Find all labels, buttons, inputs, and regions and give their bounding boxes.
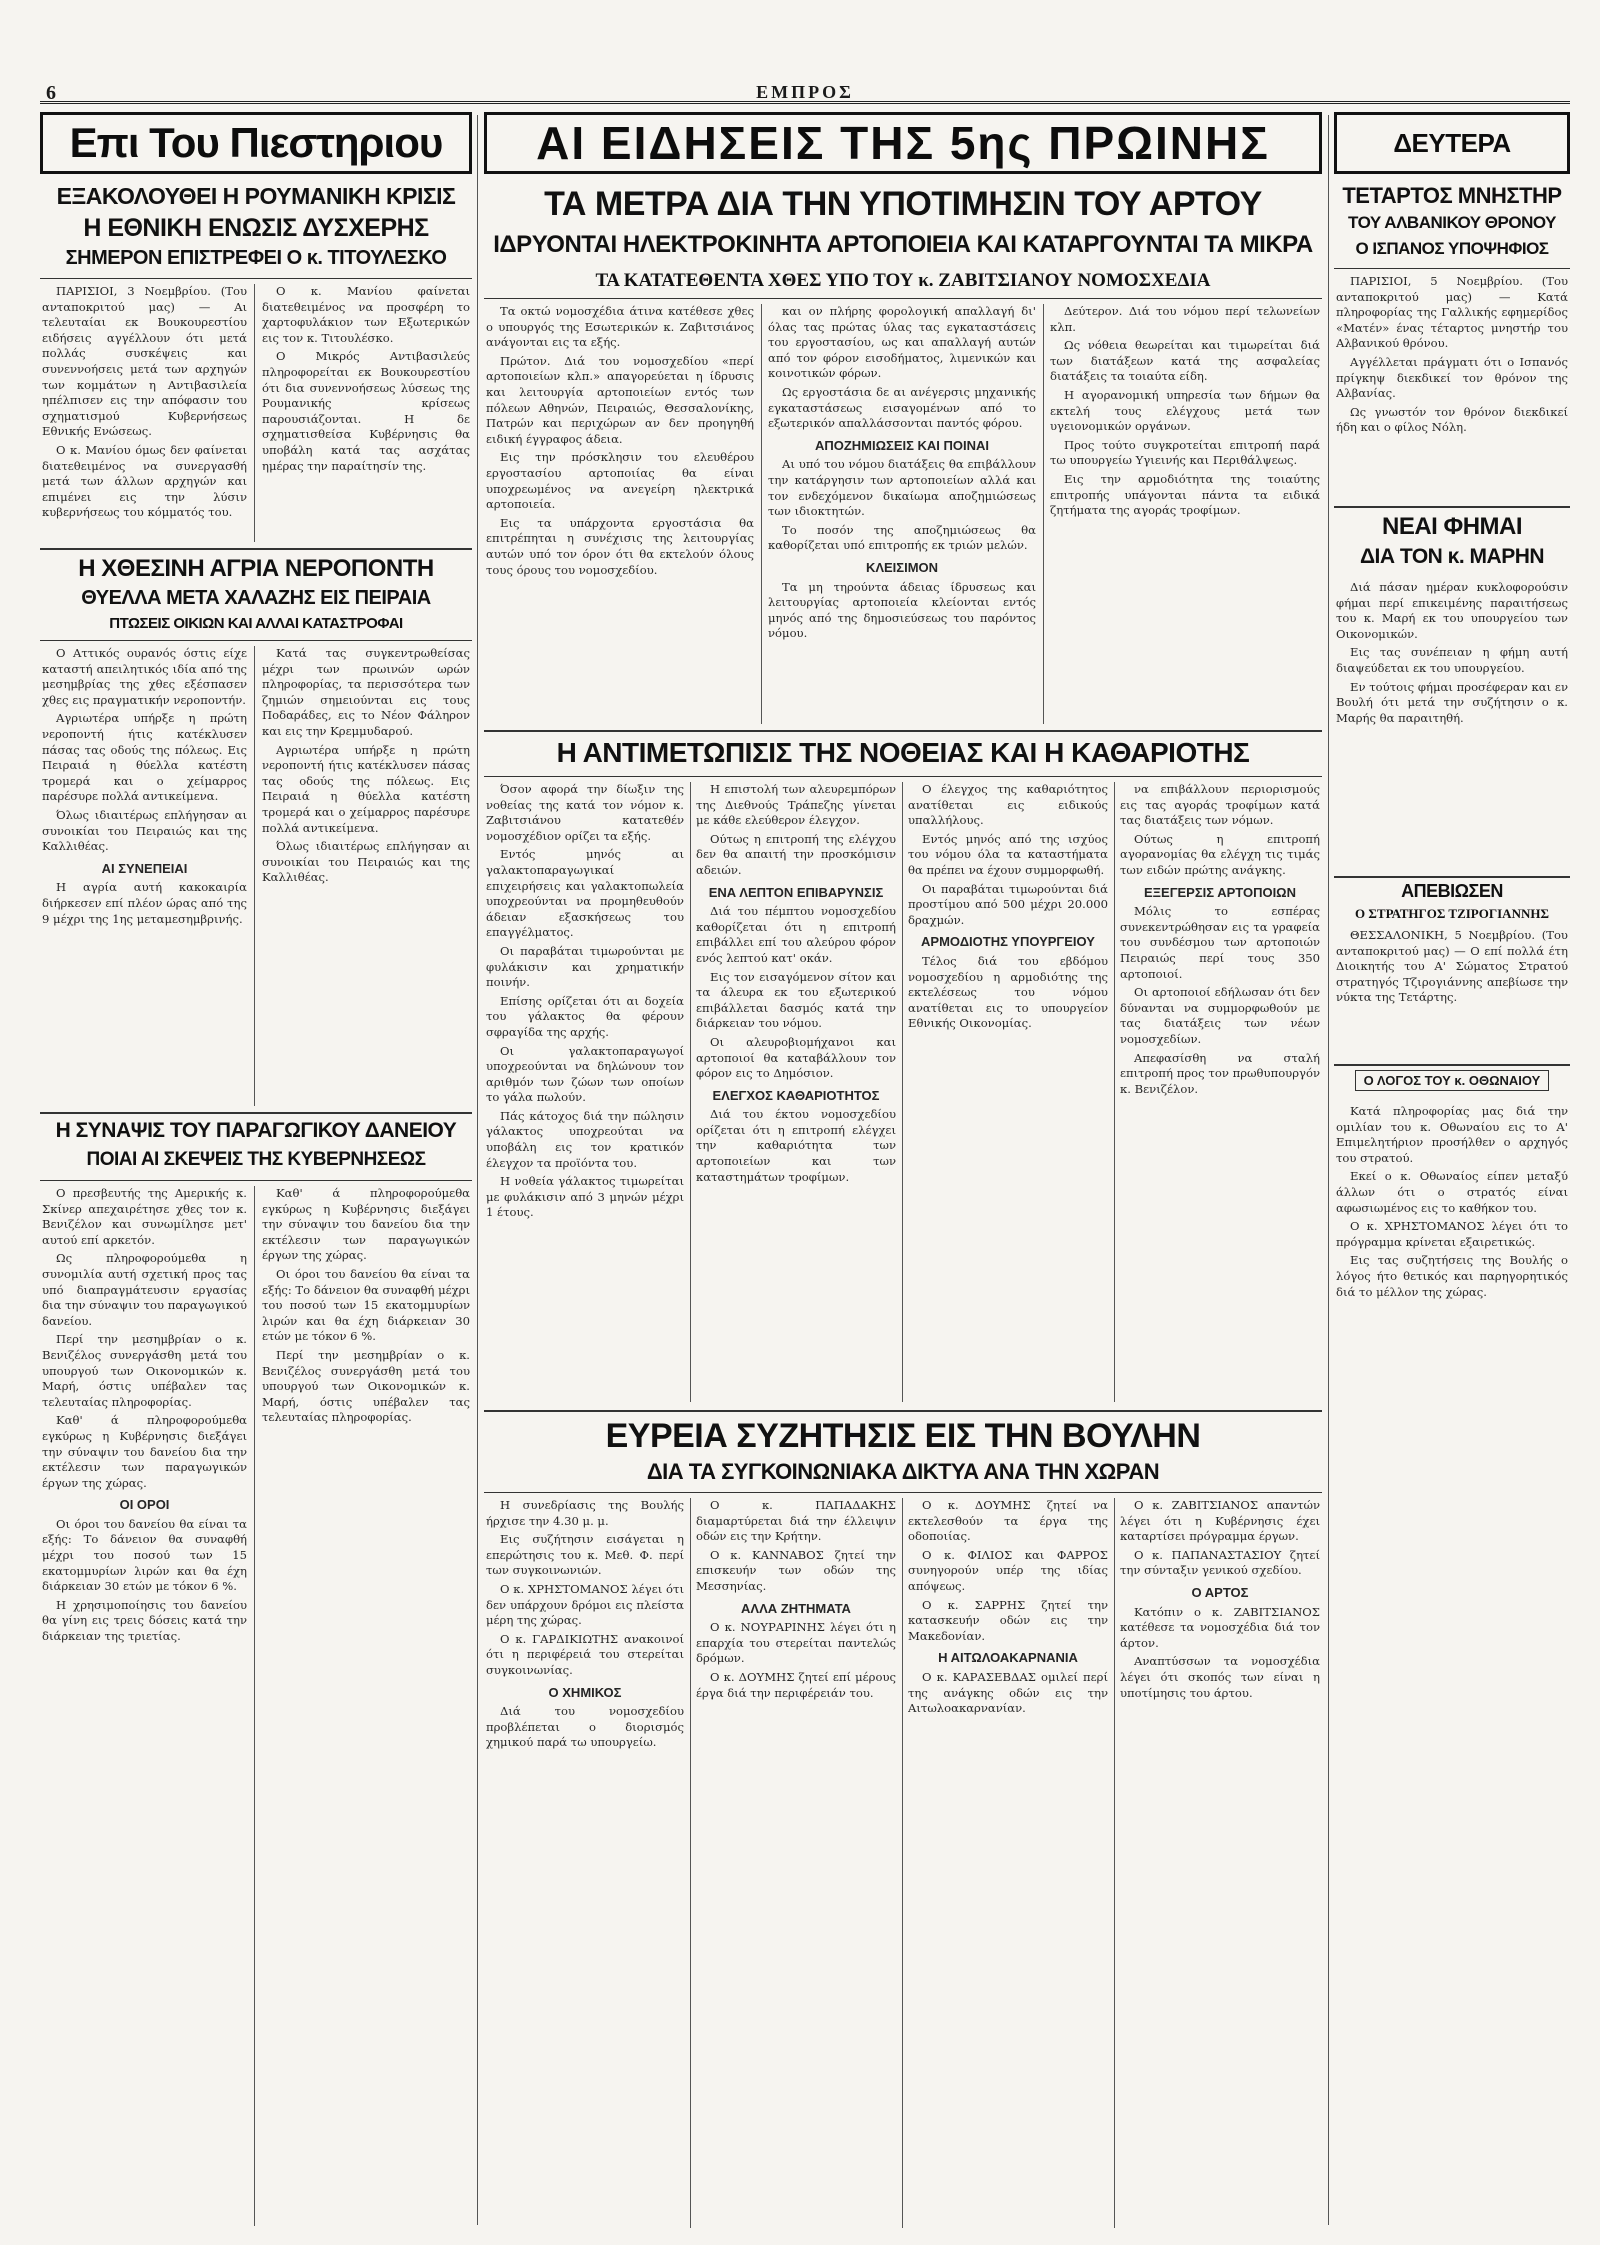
paragraph: Οι όροι του δανείου θα είναι τα εξής: Το δάνειον θα συναφθή μέχρι του ποσού των 15 εκατομμυρίων λιρών και θα έχη διάρκειαν 30 ετών με τόκον 6 %. xyxy=(42,1516,247,1594)
paragraph: Ο κ. ΣΑΡΡΗΣ ζητεί την κατασκευήν οδών εις την Μακεδονίαν. xyxy=(908,1597,1108,1643)
center-lead-deck: ΤΑ ΚΑΤΑΤΕΘΕΝΤΑ ΧΘΕΣ ΥΠΟ ΤΟΥ κ. ΖΑΒΙΤΣΙΑΝΟΥ ΝΟΜΟΣΧΕΔΙΑ xyxy=(595,270,1211,291)
paragraph: Εις την πρόσκλησιν του ελευθέρου εργοστασίου αρτοποιίας θα είναι υποχρεωμένος να ανεγείρη ηλεκτρικά αρτοποιεία. xyxy=(486,450,754,512)
right-article1-text xyxy=(1336,274,1568,500)
paragraph: να επιβάλλουν περιορισμούς εις τας αγοράς τροφίμων κατά τας διατάξεις των νόμων. xyxy=(1120,782,1320,828)
divider xyxy=(40,1180,472,1181)
paragraph: Προς τούτο συγκροτείται επιτροπή παρά τω υπουργείω Υγιεινής και Περιθάλψεως. xyxy=(1050,437,1320,468)
paragraph: Η νοθεία γάλακτος τιμωρείται με φυλάκισιν από 3 μηνών μέχρι 1 έτους. xyxy=(486,1174,684,1220)
center-lead-subheadline: ΙΔΡΥΟΝΤΑΙ ΗΛΕΚΤΡΟΚΙΝΗΤΑ ΑΡΤΟΠΟΙΕΙΑ ΚΑΙ ΚΑΤΑΡΓΟΥΝΤΑΙ ΤΑ ΜΙΚΡΑ xyxy=(493,232,1313,258)
paragraph: Ο κ. ΝΟΥΡΑΡΙΝΗΣ λέγει ότι η επαρχία του στερείται παντελώς δρόμων. xyxy=(696,1620,896,1666)
left-article1-subheadline: Η ΕΘΝΙΚΗ ΕΝΩΣΙΣ ΔΥΣΧΕΡΗΣ xyxy=(83,215,429,242)
paragraph: Καθ' ά πληροφορούμεθα εγκύρως η Κυβέρνησις διεξάγει την σύναψιν του δανείου δια την εκτέλεσιν των παραγωγικών έργων της χώρας. xyxy=(42,1413,247,1490)
paragraph: Η συνεδρίασις της Βουλής ήρχισε την 4.30 μ. μ. xyxy=(486,1498,684,1528)
paragraph: Ο κ. ΔΟΥΜΗΣ ζητεί επί μέρους έργα διά την περιφέρειάν του. xyxy=(696,1669,896,1700)
column-divider xyxy=(1114,1498,1115,2228)
paragraph: Αναπτύσσων τα νομοσχέδια λέγει ότι σκοπός των είναι η υποτίμησις του άρτου. xyxy=(1120,1654,1320,1700)
section-heading: ΑΡΜΟΔΙΟΤΗΣ ΥΠΟΥΡΓΕΙΟΥ xyxy=(921,934,1095,950)
left-article2-text-col2 xyxy=(262,646,470,1106)
divider xyxy=(1334,268,1570,269)
left-article1-subheadline: ΣΗΜΕΡΟΝ ΕΠΙΣΤΡΕΦΕΙ Ο κ. ΤΙΤΟΥΛΕΣΚΟ xyxy=(65,248,447,269)
paragraph: Αγριωτέρα υπήρξε η πρώτη νεροποντή ήτις κατέκλυσεν πάσας τας οδούς της πόλεως. Εις Πειραιά η θύελλα κατέστη τρομερά και ο χείμαρρος παρέσυρε πολλά αντικείμενα. xyxy=(42,711,247,804)
column-divider xyxy=(902,782,903,1402)
paragraph: Πάς κάτοχος διά την πώλησιν γάλακτος υποχρεούται να υποβάλη εις τον κρατικόν έλεγχον τα προϊόντα του. xyxy=(486,1108,684,1170)
center-article3-subheadline: ΔΙΑ ΤΑ ΣΥΓΚΟΙΝΩΝΙΑΚΑ ΔΙΚΤΥΑ ΑΝΑ ΤΗΝ ΧΩΡΑΝ xyxy=(646,1460,1160,1484)
paragraph: Κατά πληροφορίας μας διά την ομιλίαν του κ. Οθωναίου εις το Α' Επιμελητήριον προσήλθεν ο αρχηγός του στρατού. xyxy=(1336,1104,1568,1165)
section-heading: ΑΙ ΣΥΝΕΠΕΙΑΙ xyxy=(101,860,188,876)
column-divider xyxy=(761,304,762,724)
right-article1-headline: ΤΕΤΑΡΤΟΣ ΜΝΗΣΤΗΡ xyxy=(1342,184,1562,208)
right-article2-text xyxy=(1336,580,1568,870)
left-article2-text-col1 xyxy=(42,646,247,1106)
section-heading: Ο ΑΡΤΟΣ xyxy=(1191,1584,1249,1600)
right-article1-subheadline: ΤΟΥ ΑΛΒΑΝΙΚΟΥ ΘΡΟΝΟΥ xyxy=(1348,214,1556,232)
column-divider xyxy=(254,1186,255,2226)
center-article3-text-col2 xyxy=(696,1498,896,2228)
center-article2-text-col4 xyxy=(1120,782,1320,1402)
paragraph: Η επιστολή των αλευρεμπόρων της Διεθνούς Τράπεζης γίνεται με κάθε ελεύθερον έλεγχον. xyxy=(696,782,896,828)
section-heading: ΚΛΕΙΣΙΜΟΝ xyxy=(865,559,939,575)
paragraph: Όσον αφορά την δίωξιν της νοθείας της κατά τον νόμον κ. Ζαβιτσιάνου κατατεθέν νομοσχέδιον ορίζει τα εξής. xyxy=(486,782,684,843)
divider xyxy=(484,730,1322,732)
left-article2-subheadline: ΠΤΩΣΕΙΣ ΟΙΚΙΩΝ ΚΑΙ ΑΛΛΑΙ ΚΑΤΑΣΤΡΟΦΑΙ xyxy=(109,616,403,632)
paragraph: Ως γνωστόν τον θρόνον διεκδικεί ήδη και ο φίλος Νόλη. xyxy=(1336,404,1568,435)
divider xyxy=(1334,876,1570,878)
paragraph: και ον πλήρης φορολογική απαλλαγή δι' όλας τας πρώτας ύλας τας εγκαταστάσεις του εργοστασίου, ως και απαλλαγή αυτών από τον φόρον εισοδήματος, λιμενικών και κοινοτικών φόρων. xyxy=(768,304,1036,381)
column-divider xyxy=(254,646,255,1106)
paragraph: Οι όροι του δανείου θα είναι τα εξής: Το δάνειον θα συναφθή μέχρι του ποσού των 15 εκατομμυρίων λιρών και θα έχη διάρκειαν 30 ετών με τόκον 6 %. xyxy=(262,1266,470,1344)
paragraph: Το ποσόν της αποζημιώσεως θα καθορίζεται υπό επιτροπής εκ τριών μελών. xyxy=(768,522,1036,553)
paragraph: Ο έλεγχος της καθαριότητος ανατίθεται εις ειδικούς υπαλλήλους. xyxy=(908,782,1108,828)
paragraph: Διά του έκτου νομοσχεδίου ορίζεται ότι η επιτροπή ελέγχει την καθαριότητα των αρτοποιείων και των καταστημάτων τροφίμων. xyxy=(696,1107,896,1184)
newspaper-name: ΕΜΠΡΟΣ xyxy=(756,82,854,102)
column-divider xyxy=(690,1498,691,2228)
section-heading: ΕΝΑ ΛΕΠΤΟΝ ΕΠΙΒΑΡΥΝΣΙΣ xyxy=(708,884,884,900)
column-divider xyxy=(477,115,478,2225)
section-heading: ΑΛΛΑ ΖΗΤΗΜΑΤΑ xyxy=(741,1600,851,1616)
paragraph: Περί την μεσημβρίαν ο κ. Βενιζέλος συνεργάσθη μετά του υπουργού των Οικονομικών κ. Μαρή, όστις υπέβαλεν τας τελευταίας πληροφορίας. xyxy=(42,1332,247,1409)
paragraph: Απεφασίσθη να σταλή επιτροπή προς τον πρωθυπουργόν κ. Βενιζέλον. xyxy=(1120,1050,1320,1096)
paragraph: Διά του νομοσχεδίου προβλέπεται ο διορισμός χημικού παρά τω υπουργείω. xyxy=(486,1704,684,1750)
column-divider xyxy=(1114,782,1115,1402)
paragraph: Εις την αρμοδιότητα της τοιαύτης επιτροπής υπάγονται πάντα τα ειδικά ζητήματα της αγοράς τροφίμων. xyxy=(1050,471,1320,518)
paragraph: Κατά τας συγκεντρωθείσας μέχρι των πρωινών ωρών πληροφορίας, τα περισσότερα των ζημιών σημειούνται εις τους Ποδαράδες, εις το Νέον Φάληρον και εις την Κρεμμυδαρού. xyxy=(262,646,470,738)
page-number: 6 xyxy=(46,82,56,104)
left-article3-headline: Η ΣΥΝΑΨΙΣ ΤΟΥ ΠΑΡΑΓΩΓΙΚΟΥ ΔΑΝΕΙΟΥ xyxy=(55,1120,457,1142)
paragraph: Οι γαλακτοπαραγωγοί υποχρεούνται να δηλώνουν τον αριθμόν των ζώων των οποίων το γάλα πωλούν. xyxy=(486,1043,684,1105)
divider xyxy=(484,298,1322,299)
paragraph: ΠΑΡΙΣΙΟΙ, 5 Νοεμβρίου. (Του ανταποκριτού μας) — Κατά πληροφορίας της Γαλλικής εφημερίδος «Ματέν» ένας τέταρτος μνηστήρ του Αλβανικού θρόνου. xyxy=(1336,274,1568,351)
paragraph: Εν τούτοις φήμαι προσέφεραν και εν Βουλή ότι μετά την συζήτησιν ο κ. Μαρής θα παραιτηθή. xyxy=(1336,679,1568,725)
paragraph: Επίσης ορίζεται ότι αι δοχεία του γάλακτος θα φέρουν σφραγίδα της αρχής. xyxy=(486,993,684,1039)
paragraph: Όλως ιδιαιτέρως επλήγησαν αι συνοικίαι του Πειραιώς και της Καλλιθέας. xyxy=(42,807,247,854)
paragraph: Η αγορανομική υπηρεσία των δήμων θα εκτελή τους ελέγχους μετά των υγειονομικών οργάνων. xyxy=(1050,387,1320,434)
paragraph: Ο κ. Μανίου όμως δεν φαίνεται διατεθειμένος να συνεργασθή μετά των άλλων αρχηγών και επιμένει εις την λύσιν κυβερνήσεως του κόμματός του. xyxy=(42,442,247,520)
column-divider xyxy=(902,1498,903,2228)
paragraph: Όλως ιδιαιτέρως επλήγησαν αι συνοικίαι του Πειραιώς και της Καλλιθέας. xyxy=(262,839,470,885)
paragraph: Ως πληροφορούμεθα η συνομιλία αυτή σχετική προς τας υπό διαπραγμάτευσιν εργασίας δια την σύναψιν του παραγωγικού δανείου. xyxy=(42,1251,247,1328)
left-article1-text-col1 xyxy=(42,284,247,544)
center-lead-text-col1 xyxy=(486,304,754,724)
paragraph: Ο Αττικός ουρανός όστις είχε καταστή απειλητικός ιδία από της μεσημβρίας της χθες εξέσπασεν χθες εις πραγματικήν νεροποντήν. xyxy=(42,646,247,707)
section-heading: ΕΞΕΓΕΡΣΙΣ ΑΡΤΟΠΟΙΩΝ xyxy=(1143,884,1296,900)
paragraph: Ο κ. ΧΡΗΣΤΟΜΑΝΟΣ λέγει ότι το πρόγραμμα κρίνεται εξαιρετικώς. xyxy=(1336,1219,1568,1249)
divider xyxy=(484,776,1322,777)
paragraph: Ο κ. ΚΑΡΑΣΕΒΔΑΣ ομιλεί περί της ανάγκης οδών εις την Αιτωλοακαρνανίαν. xyxy=(908,1669,1108,1716)
divider xyxy=(40,640,472,641)
paragraph: Οι παραβάται τιμωρούνται με φυλάκισιν και χρηματικήν ποινήν. xyxy=(486,943,684,990)
divider xyxy=(484,1410,1322,1412)
paragraph: Τα μη τηρούντα άδειας ίδρυσεως και λειτουργίας αρτοποιεία κλείονται εντός μηνός από της δημοσιεύσεως του παρόντος νόμου. xyxy=(768,579,1036,641)
paragraph: Οι παραβάται τιμωρούνται διά προστίμου από 500 μέχρι 20.000 δραχμών. xyxy=(908,881,1108,927)
center-article3-text-col1 xyxy=(486,1498,684,2228)
paragraph: ΠΑΡΙΣΙΟΙ, 3 Νοεμβρίου. (Του ανταποκριτού μας) — Αι τελευταίαι εκ Βουκουρεστίου ειδήσεις αγγέλλουν ότι μετά πολλάς συσκέψεις και συνεννοήσεις μετά των αρχηγών των κομμάτων η Αντιβασιλεία ηπέλπισεν εις την απόφασιν του σχηματισμού Κυβερνήσεως Εθνικής Ενώσεως. xyxy=(42,284,247,439)
paragraph: Ο πρεσβευτής της Αμερικής κ. Σκίνερ απεχαιρέτησε χθες τον κ. Βενιζέλον και συνωμίλησε μετ' αυτού επί αρκετόν. xyxy=(42,1186,247,1247)
paragraph: Ο κ. ΧΡΗΣΤΟΜΑΝΟΣ λέγει ότι δεν υπάρχουν δρόμοι εις πλείστα μέρη της χώρας. xyxy=(486,1581,684,1628)
left-article3-text-col1 xyxy=(42,1186,247,2226)
paragraph: Εις τας συνέπειαν η φήμη αυτή διαψεύδεται εκ του υπουργείου. xyxy=(1336,645,1568,675)
paragraph: Οι αρτοποιοί εδήλωσαν ότι δεν δύνανται να συμμορφωθούν με τας διατάξεις των νέων νομοσχεδίων. xyxy=(1120,985,1320,1046)
right-article3-text xyxy=(1336,928,1568,1058)
paragraph: ΘΕΣΣΑΛΟΝΙΚΗ, 5 Νοεμβρίου. (Του ανταποκριτού μας) — Ο επί πολλά έτη Διοικητής του Α' Σώματος Στρατού στρατηγός Τζιρογιάννης απεβίωσε την νύκτα της Τετάρτης. xyxy=(1336,928,1568,1005)
paragraph: Ο Μικρός Αντιβασιλεύς πληροφορείται εκ Βουκουρεστίου ότι δια συνεννοήσεως λύσεως της Ρουμανικής κρίσεως παρουσιάζονται. Η δε σχηματισθείσα Κυβέρνησις θα υποβάλη κατά τας ασχάτας ημέρας την παραίτησίν της. xyxy=(262,349,470,473)
paragraph: Περί την μεσημβρίαν ο κ. Βενιζέλος συνεργάσθη μετά του υπουργού των Οικονομικών κ. Μαρή, όστις υπέβαλεν τας τελευταίας πληροφορίας. xyxy=(262,1347,470,1425)
divider xyxy=(1334,1064,1570,1066)
paragraph: Τέλος διά του εβδόμου νομοσχεδίου η αρμοδιότης της εκτελέσεως του νόμου ανατίθεται εις το υπουργείον Εθνικής Οικονομίας. xyxy=(908,953,1108,1031)
left-section-title: Επι Του Πιεστηριου xyxy=(40,112,472,174)
paragraph: Ο κ. ΖΑΒΙΤΣΙΑΝΟΣ απαντών λέγει ότι η Κυβέρνησις έχει καταρτίσει πρόγραμμα έργων. xyxy=(1120,1498,1320,1544)
masthead xyxy=(40,82,1570,104)
right-article3-subheadline: Ο ΣΤΡΑΤΗΓΟΣ ΤΖΙΡΟΓΙΑΝΝΗΣ xyxy=(1355,906,1549,921)
left-article3-subheadline: ΠΟΙΑΙ ΑΙ ΣΚΕΨΕΙΣ ΤΗΣ ΚΥΒΕΡΝΗΣΕΩΣ xyxy=(86,1150,426,1170)
right-article3-headline: ΑΠΕΒΙΩΣΕΝ xyxy=(1401,882,1503,901)
paragraph: Ο κ. ΓΑΡΔΙΚΙΩΤΗΣ ανακοινοί ότι η περιφέρειά του στερείται συγκοινωνίας. xyxy=(486,1631,684,1677)
paragraph: Τα οκτώ νομοσχέδια άτινα κατέθεσε χθες ο υπουργός της Εσωτερικών κ. Ζαβιτσιάνος ανάγονται εις τα εξής. xyxy=(486,304,754,350)
section-heading: Η ΑΙΤΩΛΟΑΚΑΡΝΑΝΙΑ xyxy=(938,1650,1078,1666)
paragraph: Εντός μηνός από της ισχύος του νόμου όλα τα καταστήματα θα πρέπει να έχουν συμμορφωθή. xyxy=(908,831,1108,877)
center-article2-headline: Η ΑΝΤΙΜΕΤΩΠΙΣΙΣ ΤΗΣ ΝΟΘΕΙΑΣ ΚΑΙ Η ΚΑΘΑΡΙΟΤΗΣ xyxy=(556,738,1250,768)
divider xyxy=(1334,506,1570,508)
paragraph: Οι αλευροβιομήχανοι και αρτοποιοί θα καταβάλλουν τον φόρον εις το Δημόσιον. xyxy=(696,1034,896,1081)
right-article1-subheadline: Ο ΙΣΠΑΝΟΣ ΥΠΟΨΗΦΙΟΣ xyxy=(1355,240,1549,258)
paragraph: Ως εργοστάσια δε αι ανέγερσις μηχανικής εγκαταστάσεως εισαγομένων από το εξωτερικόν απαλλάσσονται παντός φόρου. xyxy=(768,384,1036,431)
center-lead-text-col2 xyxy=(768,304,1036,724)
center-article3-headline: ΕΥΡΕΙΑ ΣΥΖΗΤΗΣΙΣ ΕΙΣ ΤΗΝ ΒΟΥΛΗΝ xyxy=(605,1418,1201,1455)
center-article3-text-col3 xyxy=(908,1498,1108,2228)
left-article2-subheadline: ΘΥΕΛΛΑ ΜΕΤΑ ΧΑΛΑΖΗΣ ΕΙΣ ΠΕΙΡΑΙΑ xyxy=(81,588,431,609)
right-article4-headline-box xyxy=(1334,1070,1570,1098)
right-article2-headline: ΝΕΑΙ ΦΗΜΑΙ xyxy=(1381,514,1523,540)
center-section-title: ΑΙ ΕΙΔΗΣΕΙΣ ΤΗΣ 5ης ΠΡΩΙΝΗΣ xyxy=(484,112,1322,174)
paragraph: Ο κ. ΚΑΝΝΑΒΟΣ ζητεί την επισκευήν των οδών της Μεσσηνίας. xyxy=(696,1547,896,1593)
paragraph: Εις τας συζητήσεις της Βουλής ο λόγος ήτο θετικός και παρηγορητικός διά το μέλλον της χώρας. xyxy=(1336,1253,1568,1299)
right-article2-subheadline: ΔΙΑ ΤΟΝ κ. ΜΑΡΗΝ xyxy=(1359,546,1545,568)
column-divider xyxy=(690,782,691,1402)
section-heading: ΟΙ ΟΡΟΙ xyxy=(119,1497,170,1513)
right-article4-headline: Ο ΛΟΓΟΣ ΤΟΥ κ. ΟΘΩΝΑΙΟΥ xyxy=(1355,1070,1550,1091)
column-divider xyxy=(254,284,255,542)
paragraph: Η αγρία αυτή κακοκαιρία διήρκεσεν επί πλέον ώρας από της 9 μέχρι της 1ης μεταμεσημβρινής. xyxy=(42,880,247,926)
divider xyxy=(40,1112,472,1114)
paragraph: Ούτως η επιτροπή της ελέγχου δεν θα απαιτή την προσκόμισιν αδειών. xyxy=(696,831,896,877)
divider xyxy=(484,1492,1322,1493)
paragraph: Κατόπιν ο κ. ΖΑΒΙΤΣΙΑΝΟΣ κατέθεσε τα νομοσχέδια διά τον άρτον. xyxy=(1120,1604,1320,1650)
paragraph: Ο κ. ΦΙΛΙΟΣ και ΦΑΡΡΟΣ συνηγορούν υπέρ της ιδίας απόψεως. xyxy=(908,1547,1108,1593)
paragraph: Μόλις το εσπέρας συνεκεντρώθησαν εις τα γραφεία του συνδέσμου των αρτοποιών Πειραιώς περί τους 350 αρτοποιοί. xyxy=(1120,904,1320,981)
section-heading: ΕΛΕΓΧΟΣ ΚΑΘΑΡΙΟΤΗΤΟΣ xyxy=(712,1087,880,1103)
paragraph: Ούτως η επιτροπή αγορανομίας θα ελέγχη τις τιμάς των ειδών πρώτης ανάγκης. xyxy=(1120,831,1320,877)
center-lead-text-col3 xyxy=(1050,304,1320,724)
left-article1-headline: ΕΞΑΚΟΛΟΥΘΕΙ Η ΡΟΥΜΑΝΙΚΗ ΚΡΙΣΙΣ xyxy=(56,184,456,209)
paragraph: Αι υπό του νόμου διατάξεις θα επιβάλλουν την κατάργησιν των αρτοποιείων αλλά και τον ενδεχόμενον δικαίωμα αποζημιώσεως των ιδιοκτητών. xyxy=(768,457,1036,519)
center-article2-text-col3 xyxy=(908,782,1108,1402)
center-article2-text-col2 xyxy=(696,782,896,1402)
paragraph: Εντός μηνός αι γαλακτοπαραγωγικαί επιχειρήσεις και γαλακτοπωλεία υποχρεούνται να προμηθευθούν άδειαν εξασκήσεως του επαγγέλματος. xyxy=(486,847,684,940)
paragraph: Διά πάσαν ημέραν κυκλοφορούσιν φήμαι περί επικειμένης παραιτήσεως του κ. Μαρή εκ του υπουργείου των Οικονομικών. xyxy=(1336,580,1568,641)
left-article2-headline: Η ΧΘΕΣΙΝΗ ΑΓΡΙΑ ΝΕΡΟΠΟΝΤΗ xyxy=(78,556,434,582)
left-article3-text-col2 xyxy=(262,1186,470,2226)
paragraph: Ο κ. ΔΟΥΜΗΣ ζητεί να εκτελεσθούν τα έργα της οδοποιίας. xyxy=(908,1498,1108,1544)
section-heading: Ο ΧΗΜΙΚΟΣ xyxy=(548,1684,622,1700)
paragraph: Δεύτερον. Διά του νόμου περί τελωνείων κλπ. xyxy=(1050,304,1320,334)
column-divider xyxy=(1043,304,1044,724)
paragraph: Διά του πέμπτου νομοσχεδίου καθορίζεται ότι η επιτροπή επιβάλλει επί του αλεύρου φόρον ενός λεπτού κατ' οκάν. xyxy=(696,904,896,965)
paragraph: Εις συζήτησιν εισάγεται η επερώτησις του κ. Μεθ. Φ. περί των συγκοινωνιών. xyxy=(486,1532,684,1578)
paragraph: Εκεί ο κ. Οθωναίος είπεν μεταξύ άλλων ότι ο στρατός είναι αφωσιωμένος εις το καθήκον του. xyxy=(1336,1169,1568,1215)
paragraph: Εις τον εισαγόμενον σίτον και τα άλευρα εκ του εξωτερικού επιβάλλεται δασμός κατά την διάρκειαν του νόμου. xyxy=(696,969,896,1031)
divider xyxy=(40,548,472,550)
divider xyxy=(40,278,472,279)
paragraph: Αγγέλλεται πράγματι ότι ο Ισπανός πρίγκηψ διεκδικεί τον θρόνον της Αλβανίας. xyxy=(1336,354,1568,401)
paragraph: Ο κ. ΠΑΠΑΝΑΣΤΑΣΙΟΥ ζητεί την σύνταξιν γενικού σχεδίου. xyxy=(1120,1547,1320,1578)
section-heading: ΑΠΟΖΗΜΙΩΣΕΙΣ ΚΑΙ ΠΟΙΝΑΙ xyxy=(814,437,990,453)
paragraph: Εις τα υπάρχοντα εργοστάσια θα επιτρέπηται η συνέχισις της λειτουργίας αυτών υπό τον όρον ότι θα εκτελούν όλους τους όρους του νομοσχεδίου. xyxy=(486,515,754,577)
center-article2-text-col1 xyxy=(486,782,684,1402)
paragraph: Ο κ. ΠΑΠΑΔΑΚΗΣ διαμαρτύρεται διά την έλλειψιν οδών εις την Κρήτην. xyxy=(696,1498,896,1544)
paragraph: Καθ' ά πληροφορούμεθα εγκύρως η Κυβέρνησις διεξάγει την σύναψιν του δανείου δια την εκτέλεσιν των παραγωγικών έργων της χώρας. xyxy=(262,1186,470,1263)
paragraph: Η χρησιμοποίησις του δανείου θα γίνη εις τρεις δόσεις κατά την διάρκειαν της τριετίας. xyxy=(42,1597,247,1644)
right-section-title: ΔΕΥΤΕΡΑ xyxy=(1334,112,1570,174)
left-article1-text-col2 xyxy=(262,284,470,544)
paragraph: Ο κ. Μανίου φαίνεται διατεθειμένος να προσφέρη το χαρτοφυλάκιον των Εξωτερικών εις τον κ. Τιτουλέσκο. xyxy=(262,284,470,345)
paragraph: Ως νόθεια θεωρείται και τιμωρείται διά των διατάξεων κατά της ασφαλείας διατάξεις τα τοιαύτα είδη. xyxy=(1050,338,1320,384)
paragraph: Αγριωτέρα υπήρξε η πρώτη νεροποντή ήτις κατέκλυσεν πάσας τας οδούς της πόλεως. Εις Πειραιά η θύελλα κατέστη τρομερά και ο χείμαρρος παρέσυρε πολλά αντικείμενα. xyxy=(262,742,470,835)
paragraph: Πρώτον. Διά του νομοσχεδίου «περί αρτοποιείων κλπ.» απαγορεύεται η ίδρυσις και λειτουργία αρτοποιείων εντός των πόλεων Αθηνών, Πειραιώς, Θεσσαλονίκης, Πατρών και περιχώρων αν δεν προηγηθή ειδική έγγραφος άδεια. xyxy=(486,353,754,446)
center-article3-text-col4 xyxy=(1120,1498,1320,2228)
right-article4-text xyxy=(1336,1104,1568,2228)
column-divider xyxy=(1328,115,1329,2225)
center-lead-headline: ΤΑ ΜΕΤΡΑ ΔΙΑ ΤΗΝ ΥΠΟΤΙΜΗΣΙΝ ΤΟΥ ΑΡΤΟΥ xyxy=(544,186,1262,223)
